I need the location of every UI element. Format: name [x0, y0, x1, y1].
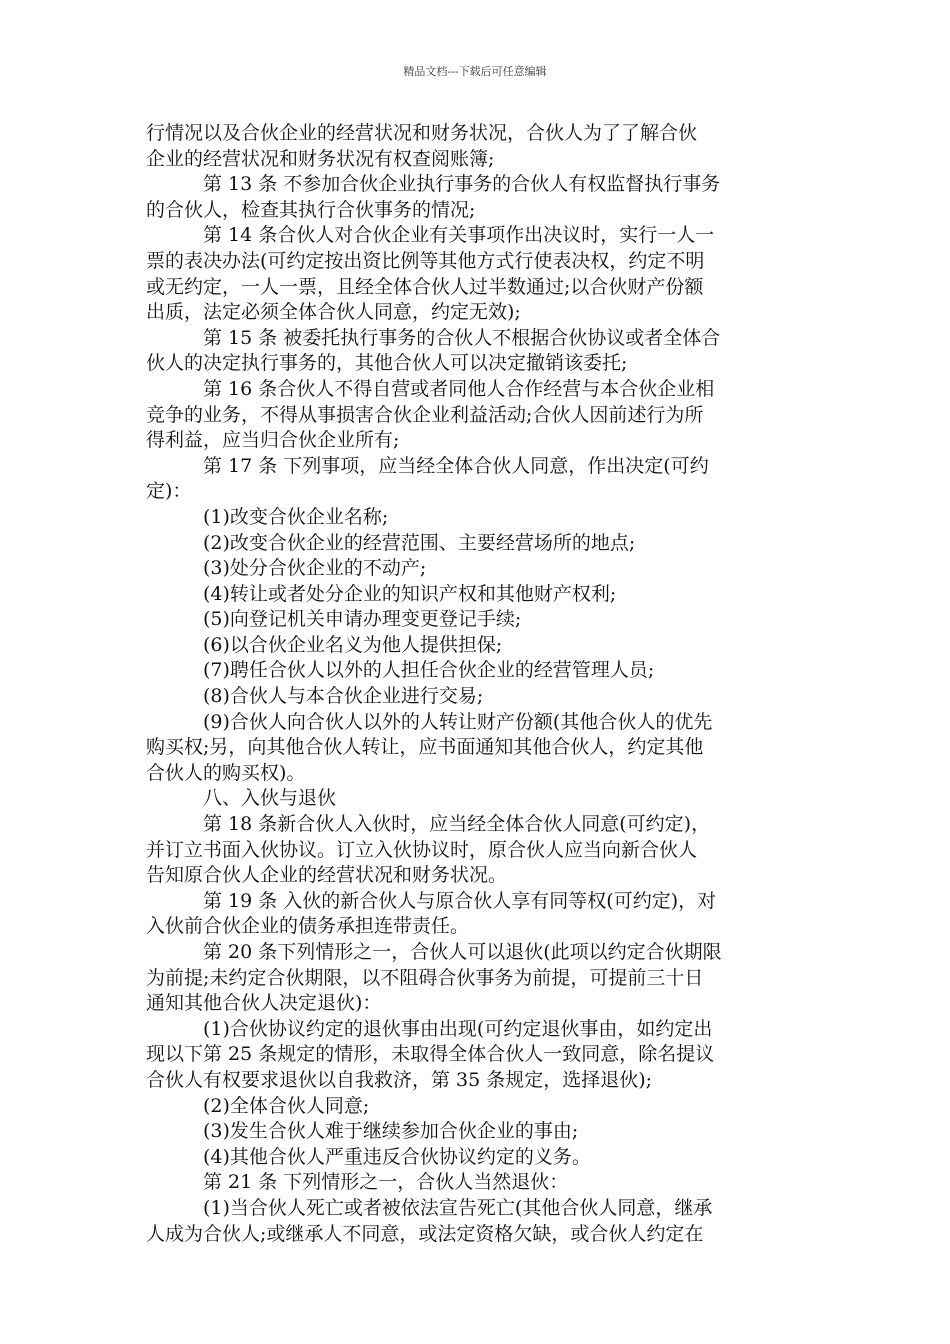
text-line: 现以下第 25 条规定的情形，未取得全体合伙人一致同意，除名提议 — [146, 1043, 715, 1066]
text-line: 第 18 条新合伙人入伙时，应当经全体合伙人同意(可约定)， — [203, 813, 711, 836]
page-header: 精品文档---下载后可任意编辑 — [403, 65, 547, 78]
text-line: 出质，法定必须全体合伙人同意，约定无效); — [146, 301, 521, 324]
text-line: 告知原合伙人企业的经营状况和财务状况。 — [146, 864, 508, 887]
text-line: 伙人的决定执行事务的，其他合伙人可以决定撤销该委托; — [146, 352, 628, 375]
text-line: 通知其他合伙人决定退伙)： — [146, 992, 382, 1015]
text-line: 第 17 条 下列事项，应当经全体合伙人同意，作出决定(可约 — [203, 454, 709, 477]
text-line: 第 20 条下列情形之一，合伙人可以退伙(此项以约定合伙期限 — [203, 941, 722, 963]
text-line: (2)改变合伙企业的经营范围、主要经营场所的地点; — [203, 531, 636, 554]
text-line: 第 19 条 入伙的新合伙人与原合伙人享有同等权(可约定)，对 — [203, 889, 717, 912]
text-line: 企业的经营状况和财务状况有权查阅账簿; — [146, 147, 495, 170]
text-line: 行情况以及合伙企业的经营状况和财务状况，合伙人为了了解合伙 — [146, 122, 698, 144]
text-line: 票的表决办法(可约定按出资比例等其他方式行使表决权，约定不明 — [146, 249, 705, 272]
text-line: (4)其他合伙人严重违反合伙协议约定的义务。 — [203, 1145, 591, 1168]
text-line: 得利益，应当归合伙企业所有; — [146, 429, 400, 452]
text-line: 合伙人的购买权)。 — [146, 761, 306, 784]
text-line: 的合伙人，检查其执行合伙事务的情况; — [146, 198, 476, 221]
text-line: (1)当合伙人死亡或者被依法宣告死亡(其他合伙人同意，继承 — [203, 1196, 713, 1219]
text-line: (6)以合伙企业名义为他人提供担保; — [203, 633, 503, 656]
text-line: 合伙人有权要求退伙以自我救济，第 35 条规定，选择退伙); — [146, 1068, 653, 1091]
text-line: 八、入伙与退伙 — [203, 787, 337, 810]
text-line: 人成为合伙人;或继承人不同意，或法定资格欠缺，或合伙人约定在 — [146, 1222, 704, 1245]
text-line: (2)全体合伙人同意; — [203, 1094, 370, 1117]
text-line: 入伙前合伙企业的债务承担连带责任。 — [146, 915, 470, 938]
text-line: (9)合伙人向合伙人以外的人转让财产份额(其他合伙人的优先 — [203, 710, 713, 733]
text-line: (3)处分合伙企业的不动产; — [203, 557, 427, 580]
text-line: (3)发生合伙人难于继续参加合伙企业的事由; — [203, 1120, 579, 1143]
text-line: (1)合伙协议约定的退伙事由出现(可约定退伙事由，如约定出 — [203, 1017, 713, 1040]
text-line: (8)合伙人与本合伙企业进行交易; — [203, 685, 484, 708]
text-line: 第 13 条 不参加合伙企业执行事务的合伙人有权监督执行事务 — [203, 173, 721, 196]
text-line: (1)改变合伙企业名称; — [203, 505, 389, 528]
text-line: 第 14 条合伙人对合伙企业有关事项作出决议时，实行一人一 — [203, 224, 715, 247]
text-line: (7)聘任合伙人以外的人担任合伙企业的经营管理人员; — [203, 659, 655, 682]
text-line: (5)向登记机关申请办理变更登记手续; — [203, 608, 522, 631]
text-line: (4)转让或者处分企业的知识产权和其他财产权利; — [203, 582, 617, 605]
text-line: 定)： — [146, 480, 192, 503]
text-line: 并订立书面入伙协议。订立入伙协议时，原合伙人应当向新合伙人 — [146, 838, 698, 861]
text-line: 购买权;另，向其他合伙人转让，应书面通知其他合伙人，约定其他 — [146, 736, 704, 759]
text-line: 第 21 条 下列情形之一，合伙人当然退伙： — [203, 1171, 569, 1194]
text-line: 竞争的业务，不得从事损害合伙企业利益活动;合伙人因前述行为所 — [146, 403, 704, 426]
text-line: 或无约定，一人一票，且经全体合伙人过半数通过;以合伙财产份额 — [146, 275, 704, 298]
text-line: 第 15 条 被委托执行事务的合伙人不根据合伙协议或者全体合 — [203, 326, 721, 349]
text-line: 第 16 条合伙人不得自营或者同他人合作经营与本合伙企业相 — [203, 377, 715, 400]
text-line: 为前提;未约定合伙期限，以不阻碍合伙事务为前提，可提前三十日 — [146, 966, 704, 989]
document-body — [146, 121, 814, 1247]
